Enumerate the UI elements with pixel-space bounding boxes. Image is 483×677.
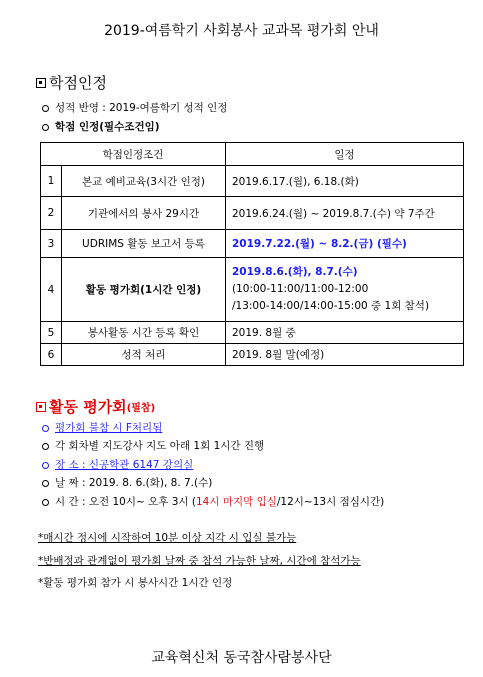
square-bullet-icon <box>36 78 46 88</box>
eval-heading-note: (필참) <box>126 403 156 414</box>
table-row: 2 기관에서의 봉사 29시간 2019.6.24.(월) ~ 2019.8.7.(수) 약 7주간 <box>41 197 464 230</box>
note-late-arrival: *매시간 정시에 시작하여 10분 이상 지각 시 입실 불가능 <box>38 532 297 544</box>
table-row: 5 봉사활동 시간 등록 확인 2019. 8월 중 <box>41 322 464 344</box>
table-row: 6 성적 처리 2019. 8월 말(예정) <box>41 344 464 366</box>
circle-bullet-icon <box>42 462 49 469</box>
circle-bullet-icon <box>42 425 49 432</box>
eval-bullet-time: 시 간 : 오전 10시~ 오후 3시 (14시 마지막 입실/12시~13시 점심시간) <box>42 494 384 509</box>
credit-heading-text: 학점인정 <box>49 74 107 92</box>
eval-bullet-location: 장 소 : 신공학관 6147 강의실 <box>42 457 193 472</box>
credit-bullet-required: 학점 인정(필수조건임) <box>42 119 160 134</box>
table-row: 4 활동 평가회(1시간 인정) 2019.8.6.(화), 8.7.(수) (10:00-11:00/11:00-12:00 /13:00-14:00/14:00-15:00 중 1회 참석) <box>41 258 464 322</box>
header-condition: 학점인정조건 <box>41 143 226 166</box>
square-bullet-icon <box>36 402 46 412</box>
eval-bullet-date: 날 짜 : 2019. 8. 6.(화), 8. 7.(수) <box>42 475 212 490</box>
circle-bullet-icon <box>42 105 49 112</box>
note-volunteer-hours: *활동 평가회 참가 시 봉사시간 1시간 인정 <box>38 577 233 589</box>
eval-heading-text: 활동 평가회 <box>49 398 127 416</box>
note-attendance: *반배정과 관계없이 평가회 날짜 중 참석 가능한 날짜, 시간에 참석가능 <box>38 555 361 567</box>
credit-section-heading <box>36 72 107 93</box>
circle-bullet-icon <box>42 124 49 131</box>
circle-bullet-icon <box>42 443 49 450</box>
eval-bullet-session: 각 회차별 지도강사 지도 아래 1회 1시간 진행 <box>42 438 264 453</box>
circle-bullet-icon <box>42 499 49 506</box>
credit-bullet-grade: 성적 반영 : 2019-여름학기 성적 인정 <box>42 100 227 115</box>
eval-bullet-absence: 평가회 불참 시 F처리됨 <box>42 420 162 435</box>
table-row: 3 UDRIMS 활동 보고서 등록 2019.7.22.(월) ~ 8.2.(금) (필수) <box>41 230 464 258</box>
page-title: 2019-여름학기 사회봉사 교과목 평가회 안내 <box>104 23 379 39</box>
header-schedule: 일정 <box>226 143 464 166</box>
table-row: 1 본교 예비교육(3시간 인정) 2019.6.17.(월), 6.18.(화) <box>41 166 464 197</box>
eval-section-heading <box>36 396 155 417</box>
table-header-row <box>41 143 464 166</box>
footer-organization: 교육혁신처 동국참사람봉사단 <box>151 650 332 666</box>
credit-schedule-table <box>40 142 464 366</box>
circle-bullet-icon <box>42 480 49 487</box>
